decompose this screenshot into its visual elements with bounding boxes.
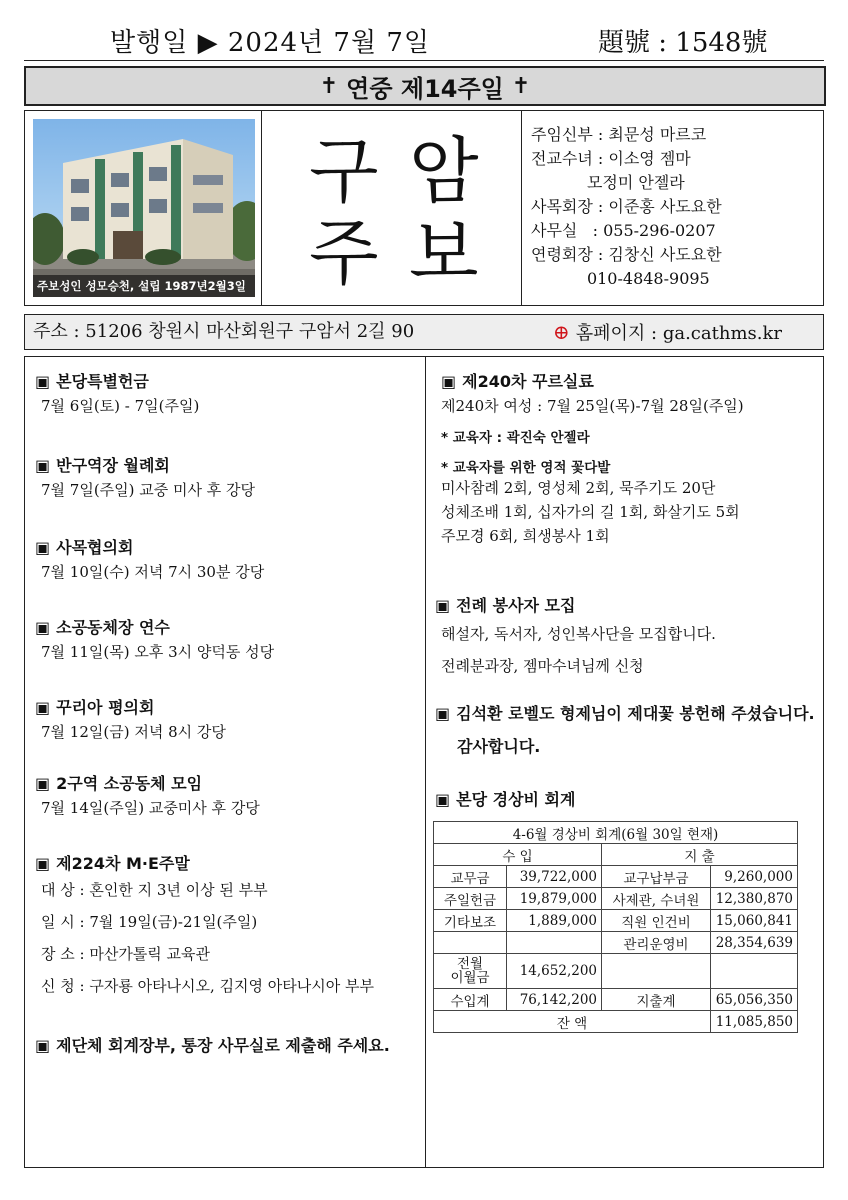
notice-pastoral-council — [35, 535, 264, 586]
title-char-4: 보 — [409, 211, 479, 295]
square-bullet-icon: ▣ — [435, 790, 451, 809]
educator-note: * 교육자 : 곽진숙 안젤라 — [441, 430, 590, 446]
square-bullet-icon: ▣ — [35, 372, 51, 391]
notice-line: 장 소 : 마산가톨릭 교육관 — [41, 945, 211, 963]
notice-district-meeting — [35, 453, 255, 504]
notice-title: 사목협의회 — [56, 538, 134, 557]
notice-district2 — [35, 771, 260, 822]
masthead — [24, 110, 824, 306]
table-cell — [602, 954, 711, 989]
table-row — [434, 932, 798, 954]
square-bullet-icon: ▣ — [435, 596, 451, 615]
notice-thanks — [435, 701, 815, 757]
table-cell: 수입계 — [434, 989, 507, 1011]
notice-ledger-submission — [35, 1033, 390, 1056]
notice-title: 꾸리아 평의회 — [56, 698, 155, 717]
table-cell: 사제관, 수녀원 — [602, 888, 711, 910]
notice-curia — [35, 695, 226, 746]
address-bar — [24, 314, 824, 350]
notice-cursillo — [441, 369, 744, 548]
church-photo — [33, 119, 255, 297]
table-row — [434, 954, 798, 989]
notice-title: 소공동체장 연수 — [56, 618, 170, 637]
cross-icon: ✝ — [511, 73, 531, 99]
notice-line: 7월 11일(목) 오후 3시 양덕동 성당 — [41, 643, 275, 661]
income-header: 수 입 — [434, 844, 602, 866]
table-cell: 주일헌금 — [434, 888, 507, 910]
square-bullet-icon: ▣ — [441, 372, 457, 391]
table-cell: 지출계 — [602, 989, 711, 1011]
notice-line: 제240차 여성 : 7월 25일(목)-7월 28일(주일) — [441, 397, 744, 415]
notice-title: 본당 경상비 회계 — [456, 790, 576, 809]
notices-area — [24, 356, 824, 1168]
square-bullet-icon: ▣ — [35, 854, 51, 873]
square-bullet-icon: ▣ — [35, 1036, 51, 1055]
staff-row: 모정미 안젤라 — [531, 173, 685, 192]
homepage-url[interactable]: 홈페이지 : ga.cathms.kr — [575, 323, 782, 344]
notice-title: 2구역 소공동체 모임 — [56, 774, 203, 793]
expense-header: 지 출 — [602, 844, 798, 866]
notice-title: 제240차 꾸르실료 — [462, 372, 594, 391]
square-bullet-icon: ▣ — [435, 704, 451, 723]
table-cell: 교무금 — [434, 866, 507, 888]
notice-line: 7월 10일(수) 저녁 7시 30분 강당 — [41, 563, 265, 581]
table-row — [434, 888, 798, 910]
publish-date: 발행일 ▶ 2024년 7월 7일 — [110, 28, 431, 58]
thanks-line: 감사합니다. — [457, 737, 541, 756]
table-row — [434, 989, 798, 1011]
table-cell: 12,380,870 — [711, 888, 798, 910]
bulletin-title — [261, 111, 522, 305]
table-cell: 9,260,000 — [711, 866, 798, 888]
bouquet-line: 미사참례 2회, 영성체 2회, 묵주기도 20단 — [441, 479, 716, 497]
table-cell: 19,879,000 — [507, 888, 602, 910]
table-cell — [507, 932, 602, 954]
table-cell: 기타보조 — [434, 910, 507, 932]
table-title: 4-6월 경상비 회계(6월 30일 현재) — [434, 822, 798, 844]
table-cell: 직원 인건비 — [602, 910, 711, 932]
sunday-title: 연중 제14주일 — [346, 74, 504, 103]
notice-me-weekend — [35, 851, 374, 1002]
balance-value: 11,085,850 — [711, 1011, 798, 1033]
balance-label: 잔 액 — [434, 1011, 711, 1033]
table-row — [434, 910, 798, 932]
staff-row: 전교수녀 : 이소영 젬마 — [531, 149, 691, 168]
table-cell — [711, 954, 798, 989]
notice-special-offering — [35, 369, 199, 420]
issue-number: 題號 : 1548號 — [598, 28, 768, 58]
table-cell: 76,142,200 — [507, 989, 602, 1011]
table-cell: 28,354,639 — [711, 932, 798, 954]
notice-liturgy-volunteers — [435, 593, 716, 682]
notice-title: 제224차 M·E주말 — [56, 854, 190, 873]
accounts-table — [433, 821, 798, 1033]
header-rule — [24, 60, 824, 61]
notice-community-training — [35, 615, 274, 666]
table-cell: 65,056,350 — [711, 989, 798, 1011]
title-char-3: 주 — [309, 211, 379, 295]
staff-row: 주임신부 : 최문성 마르코 — [531, 125, 707, 144]
church-address: 주소 : 51206 창원시 마산회원구 구암서 2길 90 — [33, 321, 415, 342]
photo-caption: 주보성인 성모승천, 설립 1987년2월3일 — [33, 275, 255, 297]
table-row — [434, 866, 798, 888]
table-cell — [434, 932, 507, 954]
square-bullet-icon: ▣ — [35, 538, 51, 557]
notice-title: 제단체 회계장부, 통장 사무실로 제출해 주세요. — [56, 1036, 390, 1055]
photo-cell — [25, 111, 262, 305]
notice-line: 7월 6일(토) - 7일(주일) — [41, 397, 200, 415]
notice-line: 7월 7일(주일) 교중 미사 후 강당 — [41, 481, 256, 499]
notice-line: 7월 14일(주일) 교중미사 후 강당 — [41, 799, 260, 817]
bouquet-line: 주모경 6회, 희생봉사 1회 — [441, 527, 610, 545]
notice-accounts — [435, 787, 575, 810]
notice-line: 해설자, 독서자, 성인복사단을 모집합니다. — [441, 625, 716, 643]
notice-line: 7월 12일(금) 저녁 8시 강당 — [41, 723, 226, 741]
table-cell: 39,722,000 — [507, 866, 602, 888]
thanks-line: 김석환 로벨도 형제님이 제대꽃 봉헌해 주셨습니다. — [456, 704, 815, 723]
notice-title: 반구역장 월례회 — [56, 456, 170, 475]
globe-icon: ⊕ — [553, 320, 570, 344]
notice-line: 대 상 : 혼인한 지 3년 이상 된 부부 — [41, 881, 268, 899]
table-cell: 14,652,200 — [507, 954, 602, 989]
staff-row: 010-4848-9095 — [531, 269, 710, 288]
homepage[interactable] — [553, 315, 782, 351]
column-divider — [425, 357, 426, 1167]
balance-row — [434, 1011, 798, 1033]
staff-list — [531, 123, 722, 291]
church-building-illustration — [33, 119, 255, 297]
title-bar — [24, 66, 826, 106]
title-char-2: 암 — [409, 129, 479, 213]
table-cell: 교구납부금 — [602, 866, 711, 888]
cross-icon: ✝ — [319, 73, 339, 99]
table-cell: 1,889,000 — [507, 910, 602, 932]
square-bullet-icon: ▣ — [35, 774, 51, 793]
staff-row: 연령회장 : 김창신 사도요한 — [531, 245, 722, 264]
notice-title: 전례 봉사자 모집 — [456, 596, 576, 615]
bouquet-title: * 교육자를 위한 영적 꽃다발 — [441, 460, 611, 476]
staff-row: 사무실 : 055-296-0207 — [531, 221, 716, 240]
notice-title: 본당특별헌금 — [56, 372, 149, 391]
notice-line: 일 시 : 7월 19일(금)-21일(주일) — [41, 913, 258, 931]
square-bullet-icon: ▣ — [35, 618, 51, 637]
title-char-1: 구 — [309, 129, 379, 213]
notice-line: 신 청 : 구자룡 아타나시오, 김지영 아타나시아 부부 — [41, 977, 375, 995]
staff-row: 사목회장 : 이준홍 사도요한 — [531, 197, 722, 216]
table-cell: 15,060,841 — [711, 910, 798, 932]
square-bullet-icon: ▣ — [35, 456, 51, 475]
notice-line: 전례분과장, 젬마수녀님께 신청 — [441, 657, 644, 675]
table-cell: 전월 이월금 — [434, 954, 507, 989]
table-cell: 관리운영비 — [602, 932, 711, 954]
square-bullet-icon: ▣ — [35, 698, 51, 717]
bouquet-line: 성체조배 1회, 십자가의 길 1회, 화살기도 5회 — [441, 503, 740, 521]
